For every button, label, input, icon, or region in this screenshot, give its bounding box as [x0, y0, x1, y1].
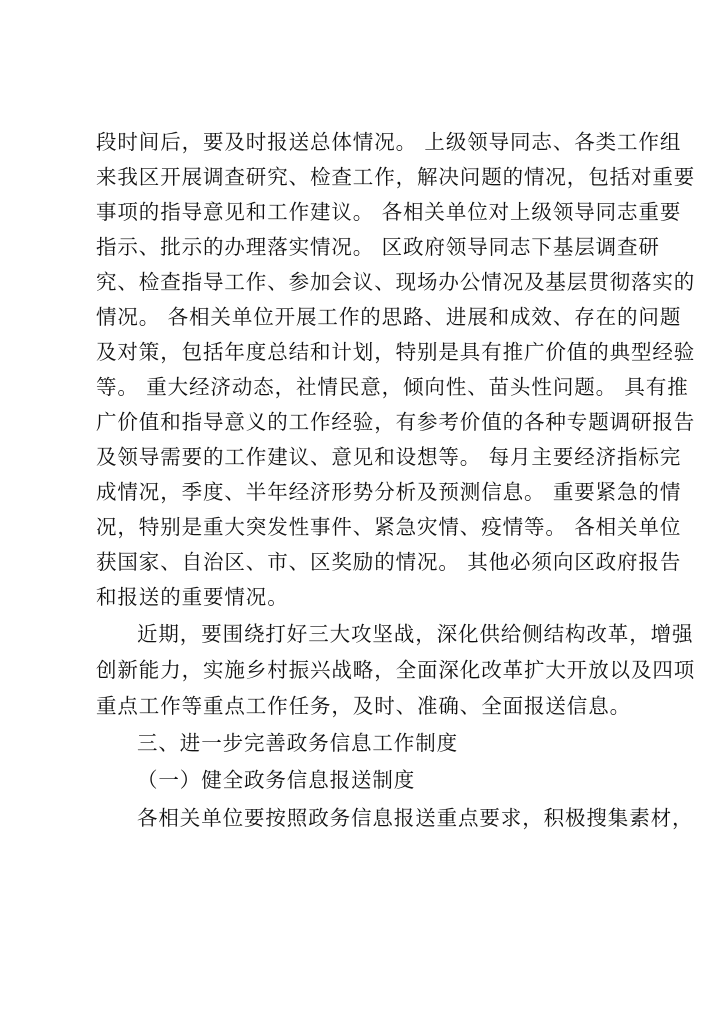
- paragraph-near-term-line-3: 重点工作等重点工作任务，及时、准确、全面报送信息。: [96, 694, 631, 718]
- text-line-6: 情况。 各相关单位开展工作的思路、进展和成效、存在的问题: [96, 305, 682, 329]
- paragraph-report-system-line-1: 各相关单位要按照政务信息报送重点要求，积极搜集素材，: [137, 806, 694, 830]
- text-line-11: 成情况，季度、半年经济形势分析及预测信息。 重要紧急的情: [96, 480, 682, 504]
- text-line-12: 况，特别是重大突发性事件、紧急灾情、疫情等。 各相关单位: [96, 515, 682, 539]
- text-line-2: 来我区开展调查研究、检查工作，解决问题的情况，包括对重要: [96, 165, 696, 189]
- text-line-10: 及领导需要的工作建议、意见和设想等。 每月主要经济指标完: [96, 445, 682, 469]
- text-line-9: 广价值和指导意义的工作经验，有参考价值的各种专题调研报告: [96, 410, 696, 434]
- text-line-8: 等。 重大经济动态，社情民意，倾向性、苗头性问题。 具有推: [96, 375, 689, 399]
- paragraph-near-term-line-2: 创新能力，实施乡村振兴战略，全面深化改革扩大开放以及四项: [96, 658, 696, 682]
- text-line-14: 和报送的重要情况。: [96, 585, 289, 609]
- text-line-13: 获国家、自治区、市、区奖励的情况。 其他必须向区政府报告: [96, 550, 682, 574]
- text-line-7: 及对策，包括年度总结和计划，特别是具有推广价值的典型经验: [96, 340, 696, 364]
- text-line-5: 究、检查指导工作、参加会议、现场办公情况及基层贯彻落实的: [96, 270, 696, 294]
- section-heading-3: 三、进一步完善政务信息工作制度: [137, 731, 458, 755]
- text-line-3: 事项的指导意见和工作建议。 各相关单位对上级领导同志重要: [96, 200, 682, 224]
- text-line-1: 段时间后，要及时报送总体情况。 上级领导同志、各类工作组: [96, 130, 682, 154]
- text-line-4: 指示、批示的办理落实情况。 区政府领导同志下基层调查研: [96, 235, 660, 259]
- subsection-heading-1: （一）健全政务信息报送制度: [137, 768, 416, 792]
- paragraph-near-term-line-1: 近期，要围绕打好三大攻坚战，深化供给侧结构改革，增强: [137, 622, 694, 646]
